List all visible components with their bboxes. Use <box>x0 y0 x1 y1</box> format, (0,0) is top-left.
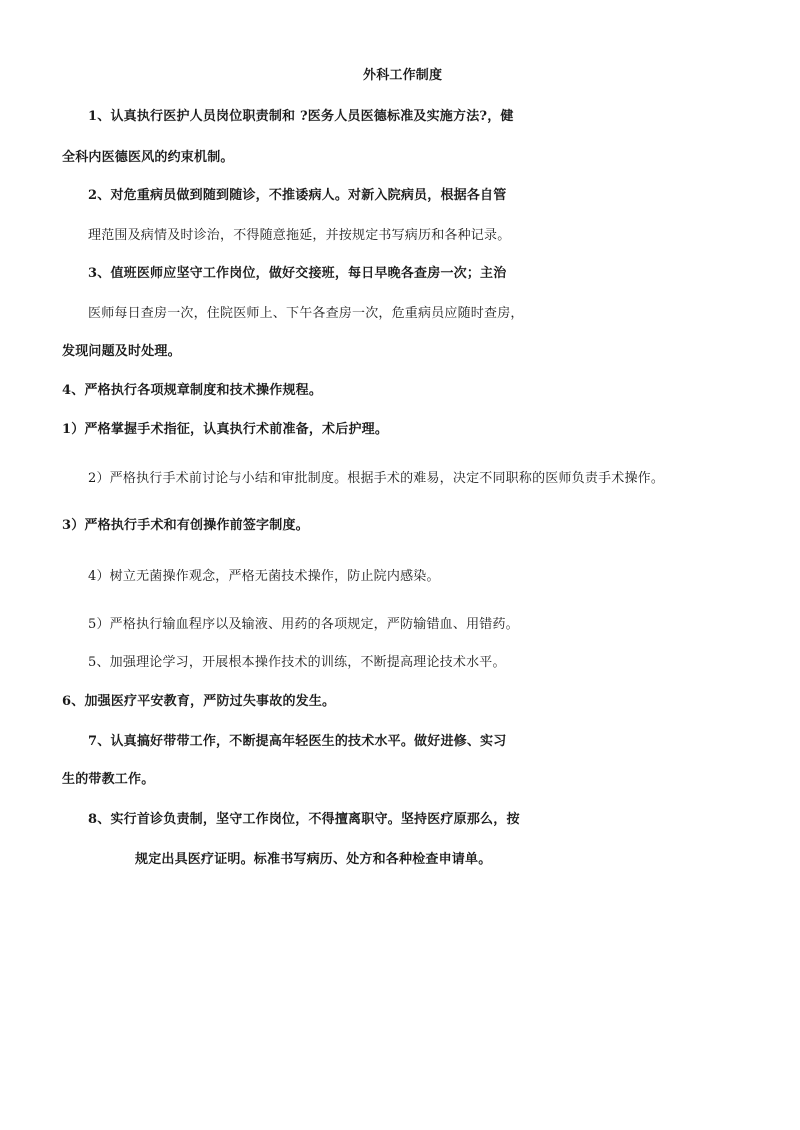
paragraph-line: 4、严格执行各项规章制度和技术操作规程。 <box>62 383 323 398</box>
paragraph-line: 7、认真搞好带带工作，不断提高年轻医生的技术水平。做好进修、实习 <box>88 734 507 749</box>
paragraph-line: 1、认真执行医护人员岗位职责制和 ?医务人员医德标准及实施方法?，健 <box>88 109 514 124</box>
paragraph-line: 规定出具医疗证明。标准书写病历、处方和各种检查申请单。 <box>135 852 492 867</box>
paragraph-line: 5）严格执行输血程序以及输液、用药的各项规定，严防输错血、用错药。 <box>88 617 519 632</box>
paragraph-line: 2）严格执行手术前讨论与小结和审批制度。根据手术的难易，决定不同职称的医师负责手术操作。 <box>88 471 665 486</box>
paragraph-line: 6、加强医疗平安教育，严防过失事故的发生。 <box>62 694 336 709</box>
paragraph-line: 生的带教工作。 <box>62 772 155 787</box>
paragraph-line: 理范围及病情及时诊治，不得随意拖延，并按规定书写病历和各种记录。 <box>88 228 511 243</box>
paragraph-line: 3、值班医师应坚守工作岗位，做好交接班，每日早晚各查房一次；主治 <box>88 266 507 281</box>
paragraph-line: 2、对危重病员做到随到随诊，不推诿病人。对新入院病员，根据各自管 <box>88 188 507 203</box>
paragraph-line: 5、加强理论学习，开展根本操作技术的训练，不断提高理论技术水平。 <box>88 655 506 670</box>
paragraph-line: 医师每日查房一次，住院医师上、下午各查房一次，危重病员应随时查房， <box>88 306 524 321</box>
paragraph-line: 1）严格掌握手术指征，认真执行术前准备，术后护理。 <box>62 422 389 437</box>
paragraph-line: 发现问题及时处理。 <box>62 344 181 359</box>
paragraph-line: 4）树立无菌操作观念，严格无菌技术操作，防止院内感染。 <box>88 569 440 584</box>
paragraph-line: 全科内医德医风的约束机制。 <box>62 150 234 165</box>
document-title: 外科工作制度 <box>363 68 443 83</box>
paragraph-line: 3）严格执行手术和有创操作前签字制度。 <box>62 518 309 533</box>
paragraph-line: 8、实行首诊负责制，坚守工作岗位，不得擅离职守。坚持医疗原那么，按 <box>88 812 520 827</box>
